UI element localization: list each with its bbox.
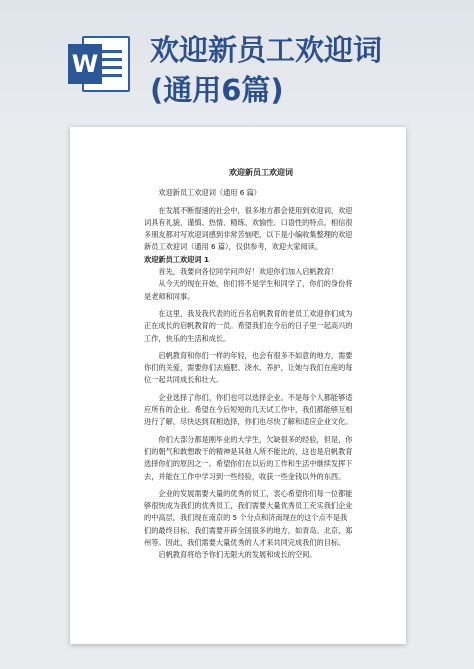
paragraph: 企业选择了你们，你们也可以选择企业。不是每个人都能够适应所有的企业。希望在今后短短的几天试工作中，我们都能够互相进行了解，尽快达到双相选择，你们也尽快了解和适应企业文化。 <box>144 392 353 427</box>
document-title: 欢迎新员工欢迎词 <box>229 168 293 177</box>
word-logo-letter: W <box>68 44 102 84</box>
banner-title-line1: 欢迎新员工欢迎词 <box>150 33 383 67</box>
paragraph: 在这里，我及我代表的近百名启帆教育的老员工欢迎你们成为正在成长的启帆教育的一员。希望我们在今后的日子里一起高兴的工作，快乐的生活和成长。 <box>144 308 353 343</box>
banner-title <box>150 30 470 110</box>
paragraph: 首先，我要向各位同学问声好！欢迎你们加入启帆教育！ <box>158 267 339 277</box>
document-body <box>144 167 354 562</box>
paragraph: 企业的发展需要大量的优秀的员工，衷心希望你们每一位都能够很快成为我们的优秀员工，我们需要大量优秀员工充实我们企业的中高层，我们现在南京的 5 个分点和济南现在的这个点不是我们的最终目标，我们需要开辟全国很多的地方，如青岛、北京、郑州等。因此，我们需要大量优秀的人才来共同完成我们的目标。 <box>144 488 353 548</box>
paragraph: 欢迎新员工欢迎词（通用 6 篇） <box>158 188 261 198</box>
paragraph: 你们大部分都是刚毕业的大学生，欠缺很多的经验，但是，你们的朝气和敢想敢干的精神是其他人所不能比的，这也是启帆教育选择你们的原因之一。希望你们在以后的工作和生活中继续发挥下去，并能在工作中学习到一些经验，收获一些金钱以外的东西。 <box>144 434 353 481</box>
paragraph: 从今天的现在开始，你们将不是学生和同学了，你们的身份将是老师和同事。 <box>144 279 353 301</box>
word-document-icon <box>68 36 130 92</box>
paragraph: 启帆教育将给予你们无限大的发展和成长的空间。 <box>158 550 317 560</box>
header-banner <box>0 0 474 128</box>
paragraph: 在发展不断提速的社会中，很多地方都会使用到欢迎词，欢迎词具有礼貌、谨慎、热情、精练、欢愉性、口语性的特点。相信很多朋友都对写欢迎词感到非常苦恼吧，以下是小编收集整理的欢迎新员工欢迎词（通用 6 篇），仅供参考，欢迎大家阅读。 <box>144 205 353 252</box>
document-page <box>70 127 406 644</box>
section-heading: 欢迎新员工欢迎词 1 <box>144 254 210 264</box>
paragraph: 启帆教育和你们一样的年轻，也会有很多不如意的地方，需要你们的关爱，需要你们去施肥、浇水、养护，让她与我们在座的每位一起共同成长和壮大。 <box>144 350 353 385</box>
banner-title-line2: (通用6篇) <box>150 73 284 107</box>
